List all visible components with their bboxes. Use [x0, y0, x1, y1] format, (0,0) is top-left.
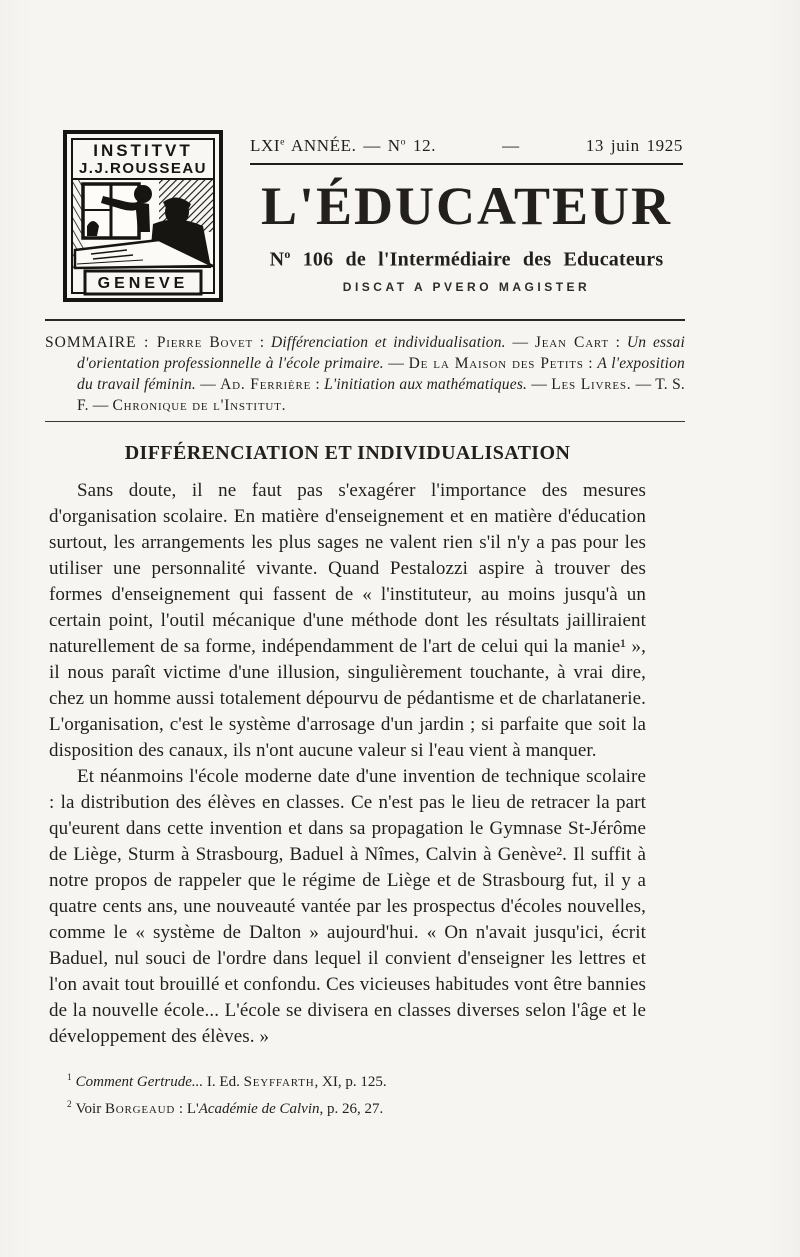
text-segment: Différenciation et individualisation. [271, 334, 506, 351]
article-title: DIFFÉRENCIATION ET INDIVIDUALISATION [124, 442, 571, 464]
journal-title: L'ÉDUCATEUR [260, 176, 673, 236]
logo-scene [73, 180, 213, 268]
logo-text-rousseau: J.J.ROUSSEAU [78, 160, 208, 177]
issue-number: LXIe ANNÉE. — $N^o$ 12. [250, 136, 437, 155]
text-segment: Les Livres. [551, 376, 632, 393]
text-segment: : L' [175, 1101, 199, 1117]
rule-under-sommaire [45, 421, 685, 422]
text-segment: : [253, 334, 272, 351]
text-segment: Académie de Calvin [198, 1101, 320, 1117]
logo-text-institvt: INSTITVT [93, 141, 193, 160]
text-segment: Voir [75, 1101, 105, 1117]
institut-rousseau-logo [63, 130, 223, 302]
text-segment: — [527, 376, 552, 393]
text-segment: SOMMAIRE : [45, 334, 157, 351]
page-content [45, 130, 685, 1121]
footnote-2: $^2$ Voir Borgeaud : L'Académie de Calvin, p. 26, 27. [67, 1100, 384, 1117]
text-segment: Jean Cart [534, 334, 609, 351]
text-segment: Chronique de l'Institut. [112, 397, 287, 414]
woodcut-logo-illustration [63, 130, 223, 302]
text-segment: L'initiation aux mathématiques. [324, 376, 528, 393]
sommaire [45, 332, 685, 416]
text-segment: — [505, 334, 535, 351]
text-segment: : [608, 334, 627, 351]
text-segment: De la Maison des Petits [408, 355, 584, 372]
text-segment: Seyffarth [243, 1074, 315, 1090]
journal-subtitle: $N^o$ 106 de l'Intermédiaire des Educateurs [269, 246, 664, 271]
issue-line [250, 130, 683, 156]
text-segment: Un essai d'orientation professionnelle à l'école primaire. [77, 334, 685, 372]
issue-dash: — [502, 136, 520, 155]
footnote-1: $^1$ Comment Gertrude... I. Ed. Seyffarth, XI, p. 125. [67, 1073, 387, 1090]
article-paragraph: Sans doute, il ne faut pas s'exagérer l'importance des mesures d'organisation scolaire. En matière d'enseignement et en matière d'éducation surtout, les arrangements les plus sages ne valent rien s'il n'y a pas pour les utiliser une personnalité vivante. Quand Pestalozzi aspire à trouver des formes d'enseignement qui fassent de « l'instituteur, au moins jusqu'à un certain point, l'outil mécanique d'une méthode dont les résultats jailliraient naturellement de sa forme, indépendamment de l'art de celui qui la manie¹ », il nous paraît victime d'une illusion, singulièrement touchante, à vrai dire, chez un homme aussi totalement dépourvu de pédantisme et de charlatanerie. L'organisation, c'est le système d'arrosage d'un jardin ; si parfaite que soit la disposition des canaux, ils n'ont aucune valeur si l'eau vient à manquer. [49, 480, 646, 761]
article-body [49, 478, 646, 1050]
text-segment: — [196, 376, 221, 393]
article-paragraph: Et néanmoins l'école moderne date d'une invention de technique scolaire : la distribution des élèves en classes. Ce n'est pas le lieu de retracer la part qu'eurent dans cette invention et dans sa propagation le Gymnase St-Jérôme de Liège, Sturm à Strasbourg, Baduel à Nîmes, Calvin à Genève². Il suffit à notre propos de rappeler que le régime de Liège et de Strasbourg fut, il y a quatre cents ans, une nouveauté vantée par les prospectus d'écoles nouvelles, comme le « système de Dalton » aujourd'hui. « On n'avait jusqu'ici, écrit Baduel, nul souci de l'ordre dans lequel il convient d'enseigner les lettres et l'on avait tout brouillé et confondu. Ces vicieuses habitudes vont être bannies de la nouvelle école... L'école se divisera en classes diverses selon l'âge et le développement des élèves. » [49, 766, 646, 1047]
text-segment: — [383, 355, 409, 372]
text-segment: A l'exposition du travail féminin. [77, 355, 685, 393]
logo-text-geneve: GENEVE [97, 275, 189, 292]
text-segment: I. Ed. [203, 1074, 244, 1090]
text-segment: : [311, 376, 325, 393]
text-segment: Borgeaud [104, 1101, 176, 1117]
masthead-right-column [250, 130, 683, 294]
text-segment: , XI, p. 125. [314, 1074, 387, 1090]
text-segment: : [583, 355, 598, 372]
text-segment: Pierre Bovet [156, 334, 254, 351]
issue-date: 13 juin 1925 [585, 136, 683, 155]
rule-under-masthead [45, 319, 685, 321]
journal-motto: DISCAT A PVERO MAGISTER [342, 280, 591, 295]
text-segment: , p. 26, 27. [319, 1101, 384, 1117]
masthead-rule [250, 163, 683, 165]
text-segment: — T. S. F. — [77, 376, 685, 414]
text-segment: Ad. Ferrière [220, 376, 312, 393]
text-segment: Comment Gertrude... [75, 1074, 204, 1090]
footnotes [49, 1067, 646, 1121]
masthead [45, 130, 685, 306]
